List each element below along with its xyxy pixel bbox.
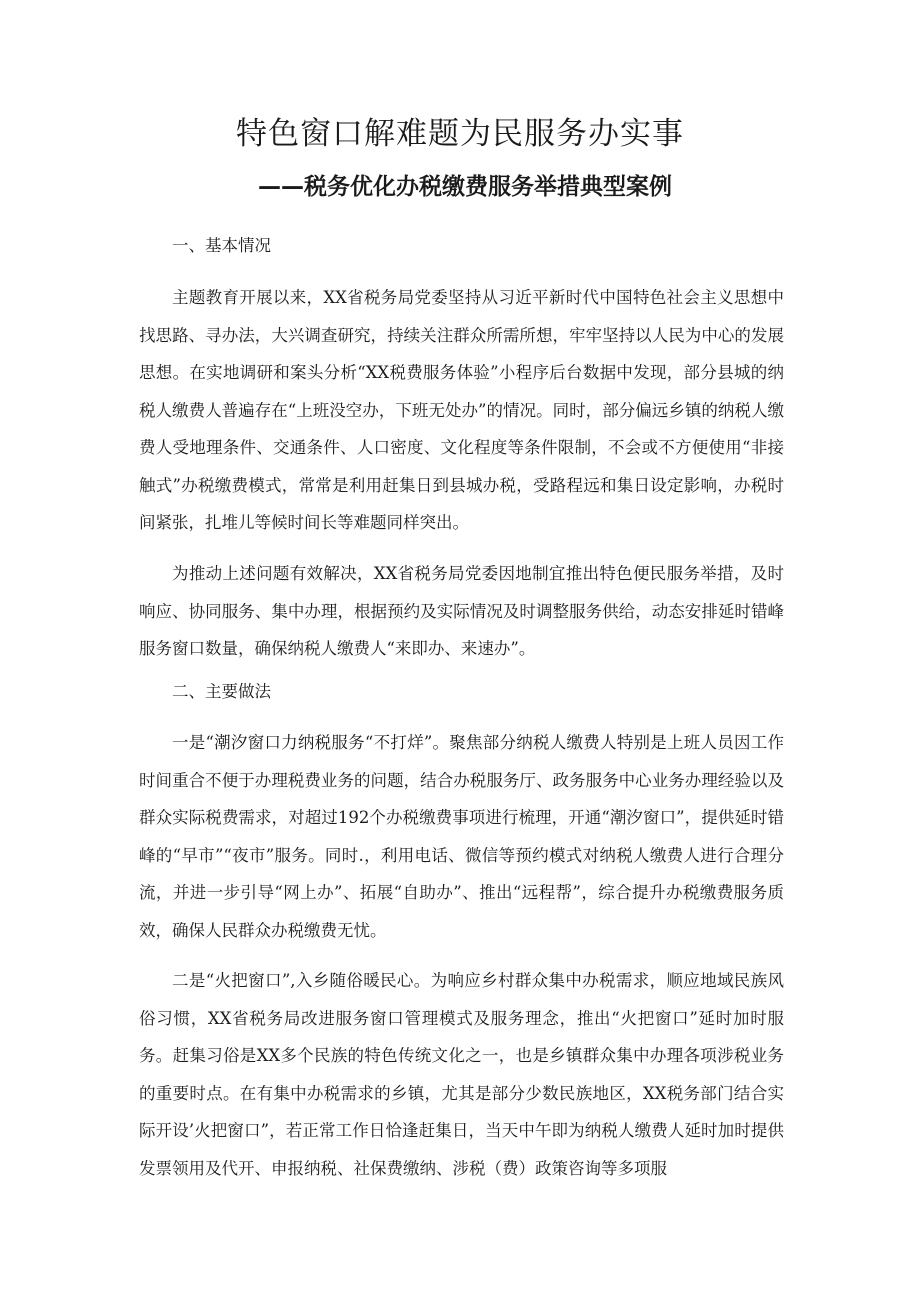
- paragraph: 为推动上述问题有效解决，XX省税务局党委因地制宜推出特色便民服务举措，及时响应、协同服务、集中办理，根据预约及实际情况及时调整服务供给，动态安排延时错峰服务窗口数量，确保纳税人缴费人“来即办、来速办”。: [139, 564, 784, 658]
- paragraph: 一是“潮汐窗口力纳税服务“不打烊”。聚焦部分纳税人缴费人特别是上班人员因工作时间重合不便于办理税费业务的问题，结合办税服务厅、政务服务中心业务办理经验以及群众实际税费需求，对超过192个办税缴费事项进行梳理，开通“潮汐窗口”，提供延时错峰的“早市”“夜市”服务。同时.，利用电话、微信等预约模式对纳税人缴费人进行合理分流，并进一步引导“网上办”、拓展“自助办”、推出“远程帮”，综合提升办税缴费服务质效，确保人民群众办税缴费无忧。: [139, 733, 784, 940]
- document-title: 特色窗口解难题为民服务办实事: [236, 116, 684, 152]
- document-subtitle: ——税务优化办税缴费服务举措典型案例: [258, 174, 672, 200]
- paragraph: 主题教育开展以来，XX省税务局党委坚持从习近平新时代中国特色社会主义思想中找思路、寻办法，大兴调查研究，持续关注群众所需所想，牢牢坚持以人民为中心的发展思想。在实地调研和案头分析“XX税费服务体验”小程序后台数据中发现，部分县城的纳税人缴费人普遍存在“上班没空办，下班无处办”的情况。同时，部分偏远乡镇的纳税人缴费人受地理条件、交通条件、人口密度、文化程度等条件限制，不会或不方便使用“非接触式”办税缴费模式，常常是利用赶集日到县城办税，受路程远和集日设定影响，办税时间紧张，扎堆儿等候时间长等难题同样突出。: [139, 288, 784, 532]
- section-heading-main-practices: 二、主要做法: [172, 682, 271, 701]
- section-heading-basic-situation: 一、基本情况: [172, 236, 271, 255]
- paragraph: 二是“火把窗口”,入乡随俗暖民心。为响应乡村群众集中办税需求，顺应地域民族风俗习惯，XX省税务局改进服务窗口管理模式及服务理念，推出“火把窗口”延时加时服务。赶集习俗是XX多个民族的特色传统文化之一，也是乡镇群众集中办理各项涉税业务的重要时点。在有集中办税需求的乡镇，尤其是部分少数民族地区，XX税务部门结合实际开设’火把窗口”，若正常工作日恰逢赶集日，当天中午即为纳税人缴费人延时加时提供发票领用及代开、申报纳税、社保费缴纳、涉税（费）政策咨询等多项服: [139, 971, 784, 1178]
